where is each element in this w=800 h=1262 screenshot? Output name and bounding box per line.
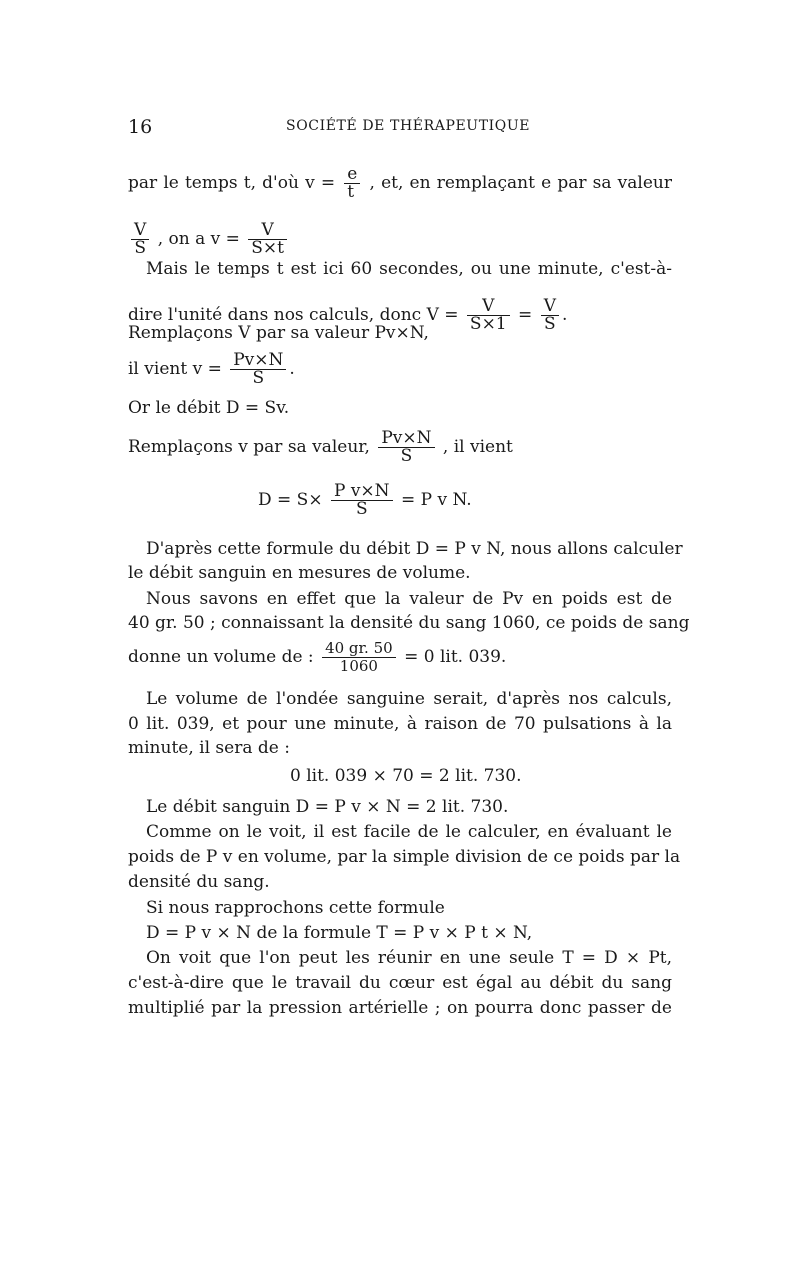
text-line: On voit que l'on peut les réunir en une seule T = D × Pt, (146, 948, 672, 968)
fraction (378, 430, 434, 465)
text-segment: , il vient (442, 437, 513, 457)
text-line: Remplaçons V par sa valeur Pv×N, (128, 323, 429, 343)
fraction-denominator: S×1 (467, 315, 510, 333)
text-segment: il vient v = (128, 359, 222, 379)
text-segment: , on a v = (157, 229, 240, 249)
text-segment: D = S× (258, 490, 323, 510)
fraction-numerator: Pv×N (381, 428, 432, 448)
fraction-denominator: S (541, 315, 559, 333)
fraction-numerator: Pv×N (233, 350, 284, 370)
fraction-denominator: S (331, 500, 393, 518)
text-segment: , et, en remplaçant e par sa valeur (369, 173, 672, 193)
fraction (248, 222, 287, 257)
text-line: poids de P v en volume, par la simple division de ce poids par la (128, 847, 681, 867)
fraction-numerator: 40 gr. 50 (325, 639, 393, 657)
text-line: le débit sanguin en mesures de volume. (128, 563, 471, 583)
text-line (128, 430, 672, 465)
running-title: SOCIÉTÉ DE THÉRAPEUTIQUE (286, 118, 531, 134)
fraction (344, 166, 360, 201)
text-line (128, 222, 672, 257)
text-line: densité du sang. (128, 872, 270, 892)
fraction (230, 352, 286, 387)
text-line: Nous savons en effet que la valeur de Pv en poids est de (146, 589, 672, 609)
text-line: 0 lit. 039, et pour une minute, à raison de 70 pulsations à la (128, 714, 672, 734)
text-segment: Remplaçons v par sa valeur, (128, 437, 370, 457)
fraction-denominator: 1060 (322, 657, 396, 675)
text-line: Le volume de l'ondée sanguine serait, d'après nos calculs, (146, 689, 672, 709)
fraction-numerator: V (482, 296, 495, 316)
fraction (331, 483, 393, 518)
text-segment: = 0 lit. 039. (404, 647, 507, 667)
text-segment: . (289, 359, 295, 379)
fraction (322, 640, 396, 675)
text-line: Le débit sanguin D = P v × N = 2 lit. 730. (146, 797, 509, 817)
text-line: Comme on le voit, il est facile de le calculer, en évaluant le (146, 822, 672, 842)
text-segment: par le temps t, d'où v = (128, 173, 336, 193)
text-line (128, 352, 672, 387)
fraction-denominator: S (131, 239, 149, 257)
text-line: Mais le temps t est ici 60 secondes, ou une minute, c'est-à- (146, 259, 672, 279)
fraction-numerator: V (543, 296, 556, 316)
fraction-numerator: e (347, 164, 358, 184)
text-line: D = P v × N de la formule T = P v × P t × N, (146, 923, 533, 943)
text-segment: . (561, 305, 568, 325)
equation-line (258, 483, 658, 518)
text-line: 40 gr. 50 ; connaissant la densité du sang 1060, ce poids de sang (128, 613, 690, 633)
text-segment: donne un volume de : (128, 647, 314, 667)
fraction (131, 222, 149, 257)
text-segment: dire l'unité dans nos calculs, donc V = (128, 305, 459, 325)
text-segment: = (518, 305, 533, 325)
fraction-numerator: V (134, 220, 147, 240)
text-segment: = P v N. (400, 490, 472, 510)
fraction-denominator: S×t (248, 239, 287, 257)
fraction-denominator: S (230, 369, 286, 387)
fraction-denominator: t (344, 183, 360, 201)
text-line: multiplié par la pression artérielle ; on pourra donc passer de (128, 998, 672, 1018)
text-line: Or le débit D = Sv. (128, 398, 290, 418)
page-number: 16 (128, 116, 153, 138)
text-line (128, 166, 672, 201)
fraction-denominator: S (378, 447, 434, 465)
text-line: D'après cette formule du débit D = P v N, nous allons calculer (146, 539, 683, 559)
text-line: c'est-à-dire que le travail du cœur est égal au débit du sang (128, 973, 672, 993)
text-line (128, 640, 672, 675)
fraction-numerator: P v×N (333, 481, 390, 501)
text-line: minute, il sera de : (128, 738, 290, 758)
text-line: Si nous rapprochons cette formule (146, 898, 445, 918)
equation-line: 0 lit. 039 × 70 = 2 lit. 730. (290, 766, 522, 786)
fraction-numerator: V (261, 220, 274, 240)
